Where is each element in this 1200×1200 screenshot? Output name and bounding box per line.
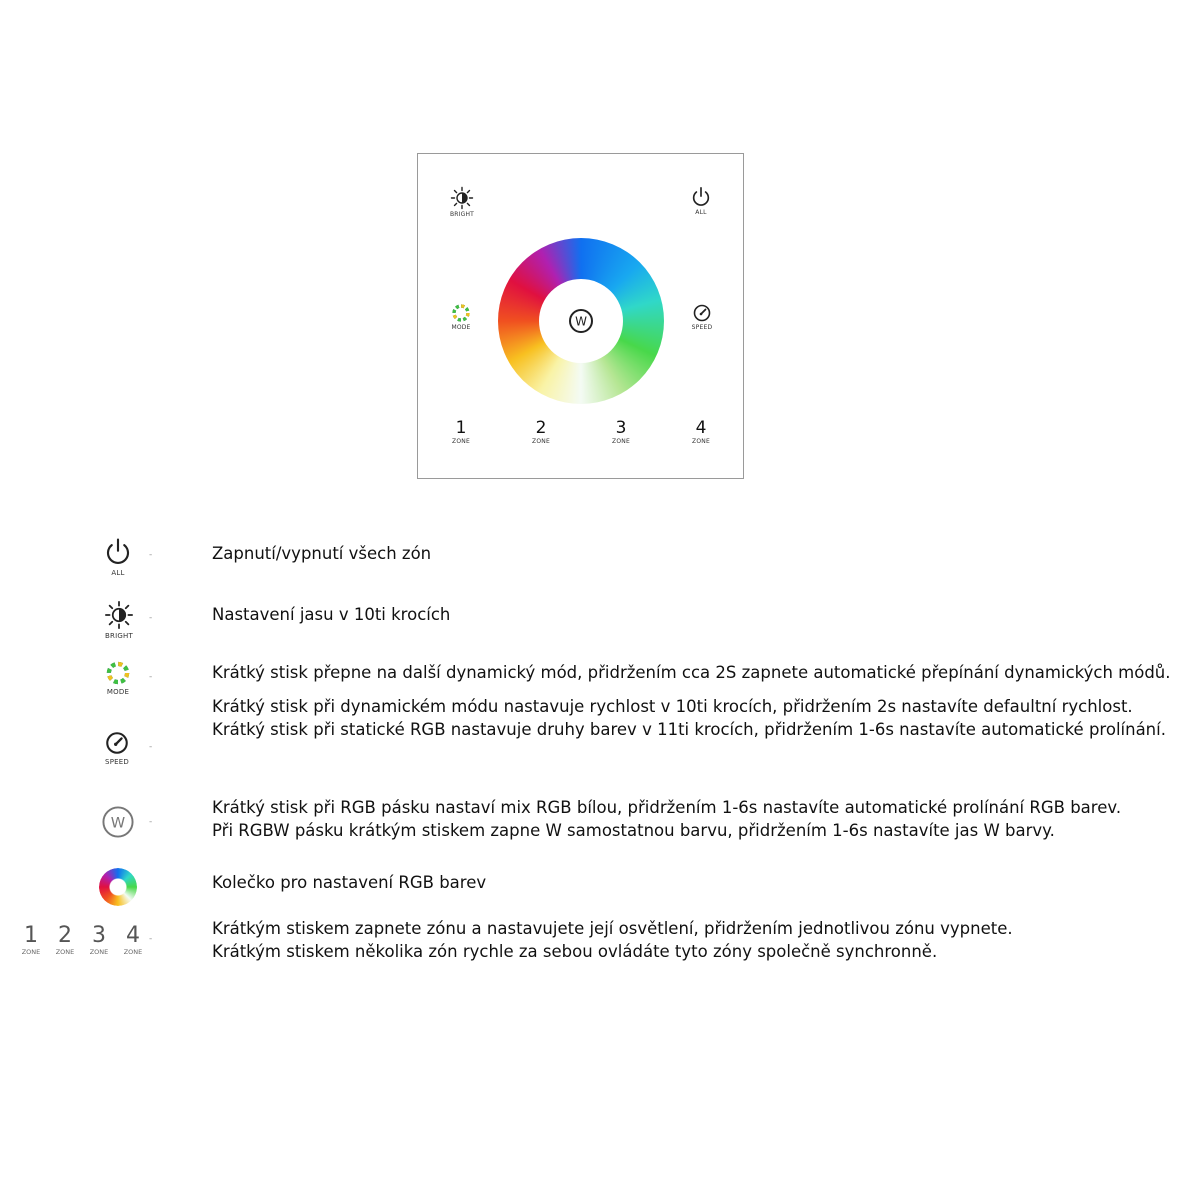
zone-2-label: ZONE — [532, 438, 550, 445]
power-icon — [103, 537, 133, 567]
separator-dot: - — [149, 742, 153, 752]
speedometer-icon — [692, 303, 712, 323]
zone-4-button[interactable] — [681, 419, 721, 445]
white-button-icon — [101, 805, 135, 839]
legend-wheel-icon-group — [93, 868, 143, 906]
bright-label: BRIGHT — [449, 211, 475, 218]
zone-1-label: ZONE — [452, 438, 470, 445]
legend-speed-label: SPEED — [105, 758, 129, 766]
legend-speed-icon-group — [92, 730, 142, 766]
zone-1-number: 1 — [455, 418, 467, 438]
all-power-button[interactable] — [681, 186, 721, 216]
control-panel — [417, 153, 744, 479]
power-icon — [690, 186, 712, 208]
zone-2-button[interactable] — [521, 419, 561, 445]
legend-zones-line2: Krátkým stiskem několika zón rychle za sebou ovládáte tyto zóny společně synchronně. — [212, 942, 938, 961]
legend-w-line1: Krátký stisk při RGB pásku nastaví mix RGB bílou, přidržením 1-6s nastavíte automatické prolínání RGB barev. — [212, 798, 1122, 817]
separator-dot: - — [149, 934, 153, 944]
zone-4-label: ZONE — [692, 438, 710, 445]
mode-ring-icon — [451, 303, 471, 323]
zone-number: 3 — [92, 923, 106, 948]
zone-3-number: 3 — [615, 418, 627, 438]
brightness-icon — [104, 600, 134, 630]
separator-dot: - — [149, 613, 153, 623]
zone-number: 4 — [126, 923, 140, 948]
zone-label: ZONE — [55, 948, 75, 956]
legend-bright-text: Nastavení jasu v 10ti krocích — [212, 605, 451, 624]
white-button-icon[interactable] — [567, 307, 595, 335]
zone-number: 2 — [58, 923, 72, 948]
legend-zone-3 — [84, 924, 114, 956]
brightness-icon — [450, 186, 474, 210]
speed-label: SPEED — [691, 324, 713, 331]
legend-w-icon-group — [93, 805, 143, 839]
zone-label: ZONE — [123, 948, 143, 956]
mode-label: MODE — [451, 324, 471, 331]
legend-speed-line2: Krátký stisk při statické RGB nastavuje druhy barev v 11ti krocích, přidržením 1-6s nastavíte automatické prolínání. — [212, 720, 1166, 739]
mode-button[interactable] — [441, 303, 481, 331]
legend-all-text: Zapnutí/vypnutí všech zón — [212, 544, 432, 563]
legend-bright-label: BRIGHT — [105, 632, 133, 640]
zone-number: 1 — [24, 923, 38, 948]
zone-4-number: 4 — [695, 418, 707, 438]
legend-all-icon-group — [93, 537, 143, 577]
legend-speed-line1: Krátký stisk při dynamickém módu nastavuje rychlost v 10ti krocích, přidržením 2s nastavíte defaultní rychlost. — [212, 697, 1133, 716]
zone-2-number: 2 — [535, 418, 547, 438]
zone-1-button[interactable] — [441, 419, 481, 445]
wheel-center — [539, 279, 623, 363]
legend-w-label: W — [110, 814, 126, 832]
zone-3-label: ZONE — [612, 438, 630, 445]
zone-label: ZONE — [21, 948, 41, 956]
mode-ring-icon — [105, 660, 131, 686]
color-wheel-icon — [99, 868, 137, 906]
legend-zones-line1: Krátkým stiskem zapnete zónu a nastavujete její osvětlení, přidržením jednotlivou zónu vypnete. — [212, 919, 1013, 938]
separator-dot: - — [149, 550, 153, 560]
separator-dot: - — [149, 672, 153, 682]
legend-mode-icon-group — [93, 660, 143, 696]
w-label: W — [575, 314, 587, 329]
legend-mode-label: MODE — [106, 688, 130, 696]
legend-zone-2 — [50, 924, 80, 956]
legend-zone-1 — [16, 924, 46, 956]
color-wheel[interactable] — [498, 238, 664, 404]
all-label: ALL — [695, 209, 707, 216]
zone-label: ZONE — [89, 948, 109, 956]
zone-3-button[interactable] — [601, 419, 641, 445]
legend-mode-text: Krátký stisk přepne na další dynamický mód, přidržením cca 2S zapnete automatické přepínání dynamických módů. — [212, 663, 1171, 682]
bright-button[interactable] — [442, 186, 482, 218]
speedometer-icon — [104, 730, 130, 756]
legend-zone-4 — [118, 924, 148, 956]
legend-w-line2: Při RGBW pásku krátkým stiskem zapne W samostatnou barvu, přidržením 1-6s nastavíte jas W barvy. — [212, 821, 1055, 840]
speed-button[interactable] — [682, 303, 722, 331]
legend-all-label: ALL — [111, 569, 125, 577]
legend-bright-icon-group — [94, 600, 144, 640]
legend-wheel-text: Kolečko pro nastavení RGB barev — [212, 873, 487, 892]
separator-dot: - — [149, 817, 153, 827]
